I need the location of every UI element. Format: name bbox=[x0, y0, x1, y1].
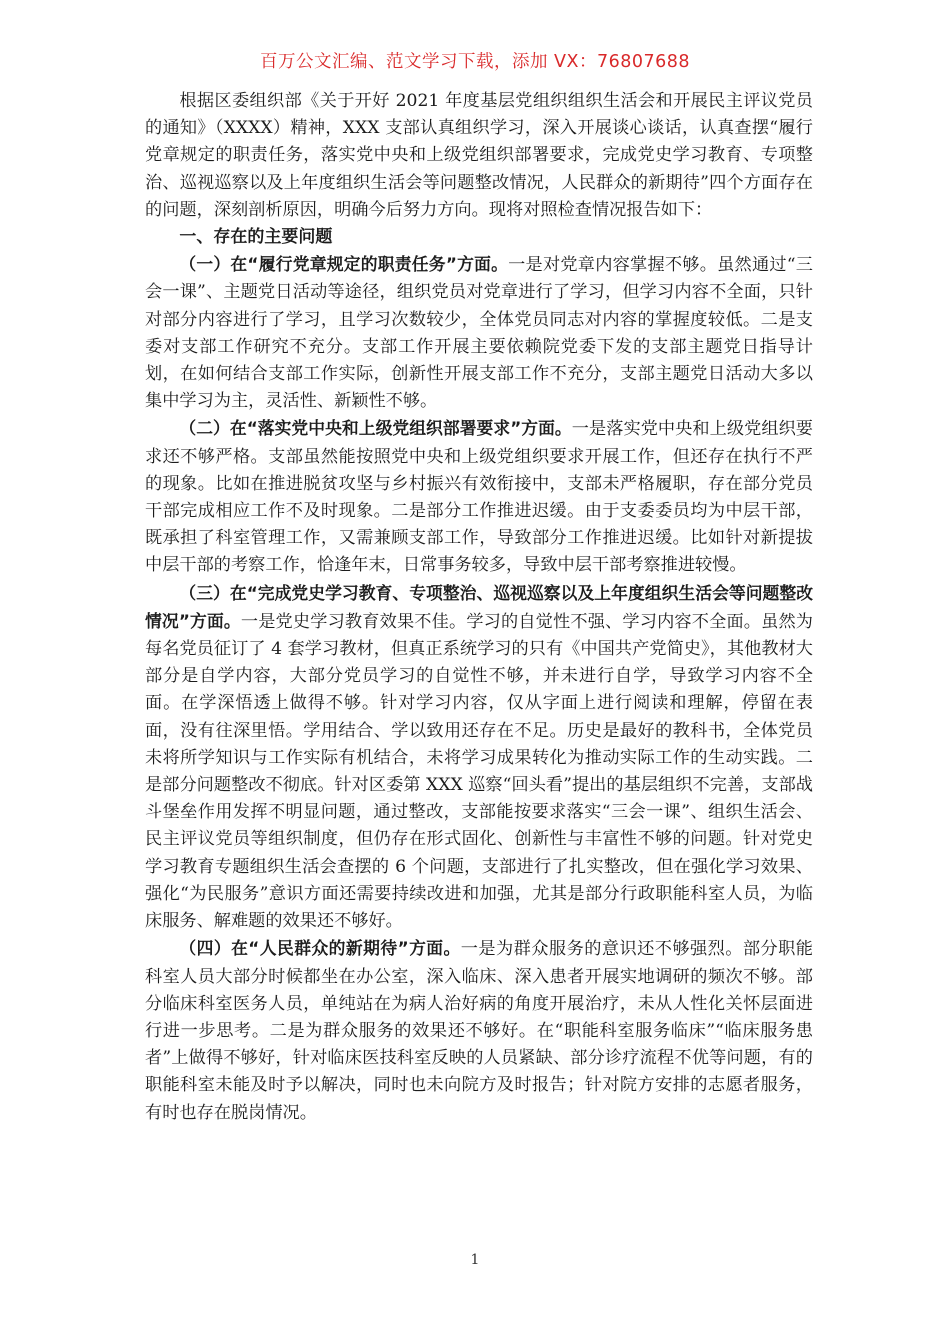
intro-paragraph: 根据区委组织部《关于开好 2021 年度基层党组织组织生活会和开展民主评议党员的通知》（XXXX）精神，XXX 支部认真组织学习，深入开展谈心谈话，认真查摆“履行党章规定的职责任务，落实党中央和上级党组织部署要求，完成党史学习教育、专项整治、巡视巡察以及上年度组织生活会等问题整改情况，人民群众的新期待”四个方面存在的问题，深刻剖析原因，明确今后努力方向。现将对照检查情况报告如下： bbox=[145, 91, 813, 220]
item-title-3: （三）在“完成党史学习教育、专项整治、巡视巡察以及上年度组织生活会等问题整改情况”方面。 bbox=[145, 582, 813, 631]
item-title-1: （一）在“履行党章规定的职责任务”方面。 bbox=[179, 254, 509, 275]
item-paragraph-2 bbox=[145, 415, 813, 579]
item-paragraph-4 bbox=[145, 935, 813, 1126]
item-title-2: （二）在“落实党中央和上级党组织部署要求”方面。 bbox=[179, 418, 572, 439]
item-text-2: 一是落实党中央和上级党组织要求还不够严格。支部虽然能按照党中央和上级党组织要求开展工作，但还存在执行不严的现象。比如在推进脱贫攻坚与乡村振兴有效衔接中，支部未严格履职，存在部分党员干部完成相应工作不及时现象。二是部分工作推进迟缓。由于支委委员均为中层干部，既承担了科室管理工作，又需兼顾支部工作，导致部分工作推进迟缓。比如针对新提拔中层干部的考察工作，恰逢年末，日常事务较多，导致中层干部考察推进较慢。 bbox=[145, 419, 813, 576]
item-paragraph-3 bbox=[145, 580, 813, 936]
item-title-4: （四）在“人民群众的新期待”方面。 bbox=[179, 938, 461, 959]
document-body bbox=[145, 88, 813, 1127]
page-number: 1 bbox=[470, 1252, 480, 1268]
watermark-header: 百万公文汇编、范文学习下载，添加 VX：76807688 bbox=[259, 52, 691, 72]
item-text-4: 一是为群众服务的意识还不够强烈。部分职能科室人员大部分时候都坐在办公室，深入临床、深入患者开展实地调研的频次不够。部分临床科室医务人员，单纯站在为病人治好病的角度开展治疗，未从人性化关怀层面进行进一步思考。二是为群众服务的效果还不够好。在“职能科室服务临床”“临床服务患者”上做得不够好，针对临床医技科室反映的人员紧缺、部分诊疗流程不优等问题，有的职能科室未能及时予以解决，同时也未向院方及时报告；针对院方安排的志愿者服务，有时也存在脱岗情况。 bbox=[145, 939, 813, 1123]
section-heading bbox=[145, 224, 813, 251]
item-paragraph-1 bbox=[145, 251, 813, 415]
section-title: 一、存在的主要问题 bbox=[179, 227, 333, 248]
item-text-3: 一是党史学习教育效果不佳。学习的自觉性不强、学习内容不全面。虽然为每名党员征订了 4 套学习教材，但真正系统学习的只有《中国共产党简史》，其他教材大部分是自学内容，大部分党员学习的自觉性不够，并未进行自学，导致学习内容不全面。在学深悟透上做得不够。针对学习内容，仅从字面上进行阅读和理解，停留在表面，没有往深里悟。学用结合、学以致用还存在不足。历史是最好的教科书，全体党员未将所学知识与工作实际有机结合，未将学习成果转化为推动实际工作的生动实践。二是部分问题整改不彻底。针对区委第 XXX 巡察“回头看”提出的基层组织不完善，支部战斗堡垒作用发挥不明显问题，通过整改，支部能按要求落实“三会一课”、组织生活会、民主评议党员等组织制度，但仍存在形式固化、创新性与丰富性不够的问题。针对党史学习教育专题组织生活会查摆的 6 个问题，支部进行了扎实整改，但在强化学习效果、强化“为民服务”意识方面还需要持续改进和加强，尤其是部分行政职能科室人员，为临床服务、解难题的效果还不够好。 bbox=[145, 611, 813, 932]
item-text-1: 一是对党章内容掌握不够。虽然通过“三会一课”、主题党日活动等途径，组织党员对党章进行了学习，但学习内容不全面，只针对部分内容进行了学习，且学习次数较少，全体党员同志对内容的掌握度较低。二是支委对支部工作研究不充分。支部工作开展主要依赖院党委下发的支部主题党日指导计划，在如何结合支部工作实际，创新性开展支部工作不充分，支部主题党日活动大多以集中学习为主，灵活性、新颖性不够。 bbox=[145, 255, 813, 412]
